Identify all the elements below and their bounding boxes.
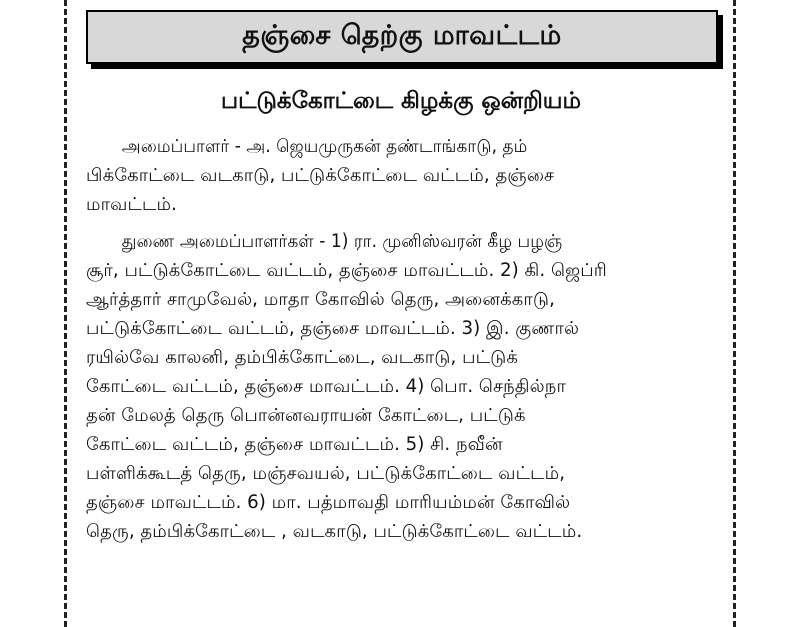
organizer-line: அமைப்பாளர் - அ. ஜெயமுருகன் தண்டாங்காடு, தம் [121,136,528,157]
deputy-line: தெரு, தம்பிக்கோட்டை , வடகாடு, பட்டுக்கோட்டை வட்டம். [86,521,583,542]
deputy-line: கோட்டை வட்டம், தஞ்சை மாவட்டம். 5) சி. நவீன் [86,434,503,455]
deputy-line: தஞ்சை மாவட்டம். 6) மா. பத்மாவதி மாரியம்மன் கோவில் [86,492,571,513]
union-heading: பட்டுக்கோட்டை கிழக்கு ஒன்றியம் [220,88,582,114]
deputy-line: கோட்டை வட்டம், தஞ்சை மாவட்டம். 4) பொ. செந்தில்நா [86,376,566,397]
deputy-line: ஆர்த்தார் சாமுவேல், மாதா கோவில் தெரு, அனைக்காடு, [86,289,555,310]
article-body [86,132,714,546]
right-column-divider [733,0,736,627]
left-column-divider [64,0,67,627]
district-heading: தஞ்சை தெற்கு மாவட்டம் [242,19,562,51]
deputy-line: பள்ளிக்கூடத் தெரு, மஞ்சவயல், பட்டுக்கோட்டை வட்டம், [86,463,565,484]
organizer-line: பிக்கோட்டை வடகாடு, பட்டுக்கோட்டை வட்டம், தஞ்சை [86,165,555,186]
deputy-line: துணை அமைப்பாளர்கள் - 1) ரா. முனிஸ்வரன் கீழ பழஞ் [121,231,563,252]
organizer-paragraph [86,132,714,219]
deputy-line: ரயில்வே காலனி, தம்பிக்கோட்டை, வடகாடு, பட்டுக் [86,347,518,368]
deputy-line: தன் மேலத் தெரு பொன்னவராயன் கோட்டை, பட்டுக் [86,405,526,426]
deputy-line: சூர், பட்டுக்கோட்டை வட்டம், தஞ்சை மாவட்டம். 2) கி. ஜெப்ரி [86,260,607,281]
deputy-line: பட்டுக்கோட்டை வட்டம், தஞ்சை மாவட்டம். 3) இ. குணால் [86,318,580,339]
organizer-line: மாவட்டம். [86,194,177,215]
district-heading-box [86,10,718,64]
deputy-organizers-paragraph [86,227,714,546]
